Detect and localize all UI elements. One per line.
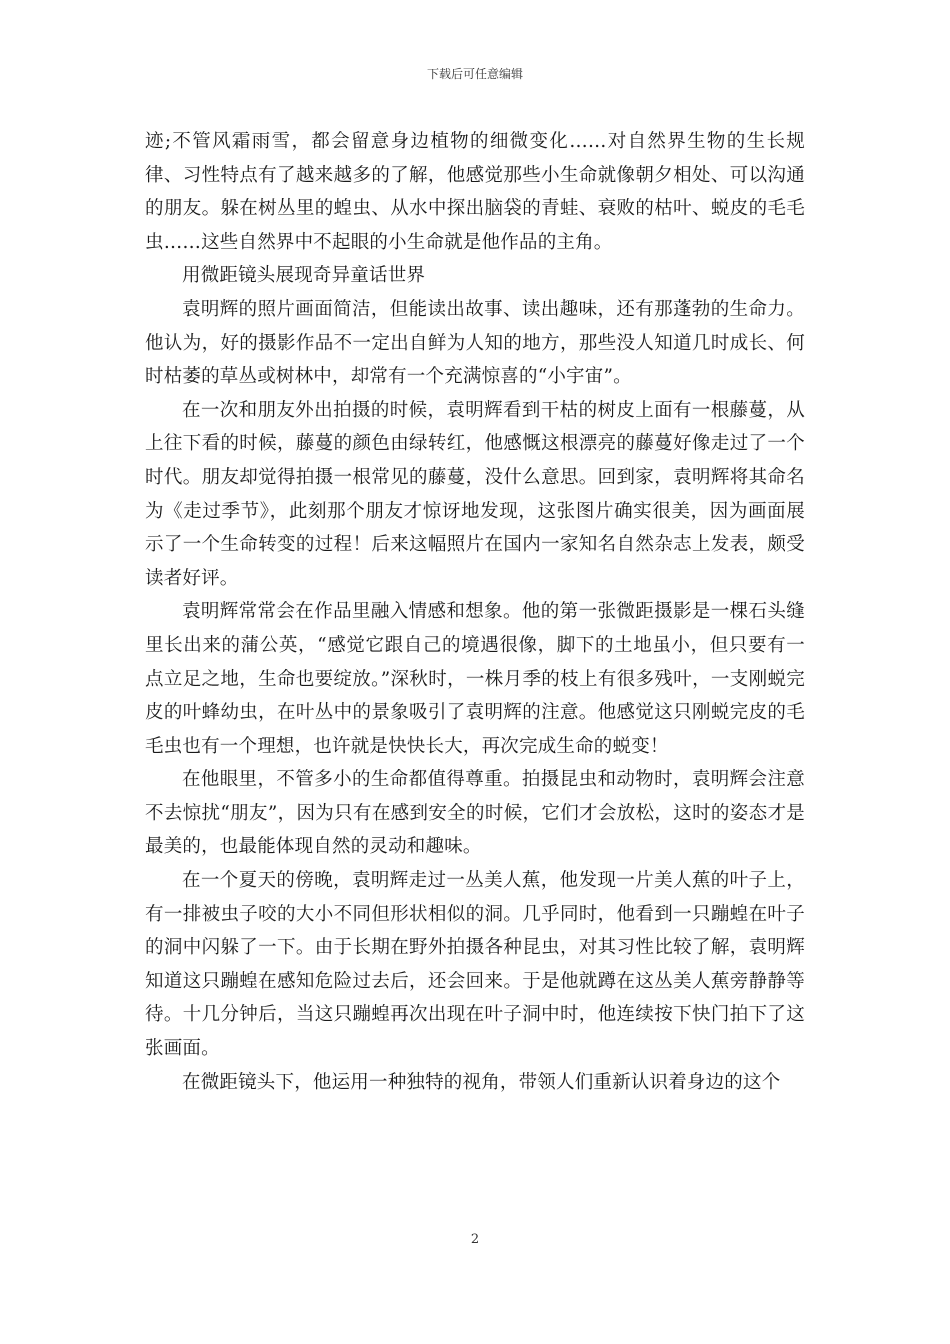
paragraph-continued: 迹;不管风霜雨雪，都会留意身边植物的细微变化……对自然界生物的生长规律、习性特点有了越来越多的了解，他感觉那些小生命就像朝夕相处、可以沟通的朋友。躲在树丛里的蝗虫、从水中探出脑袋的青蛙、衰败的枯叶、蜕皮的毛毛虫……这些自然界中不起眼的小生命就是他作品的主角。 — [145, 131, 805, 253]
paragraph: 在一次和朋友外出拍摄的时候，袁明辉看到干枯的树皮上面有一根藤蔓，从上往下看的时候，藤蔓的颜色由绿转红，他感慨这根漂亮的藤蔓好像走过了一个时代。朋友却觉得拍摄一根常见的藤蔓，没什么意思。回到家，袁明辉将其命名为《走过季节》，此刻那个朋友才惊讶地发现，这张图片确实很美，因为画面展示了一个生命转变的过程！后来这幅照片在国内一家知名自然杂志上发表，颇受读者好评。 — [145, 399, 805, 589]
document-body — [145, 125, 805, 1099]
section-heading: 用微距镜头展现奇异童话世界 — [182, 265, 426, 287]
paragraph-truncated: 在微距镜头下，他运用一种独特的视角，带领人们重新认识着身边的这个 — [182, 1071, 781, 1093]
paragraph: 在一个夏天的傍晚，袁明辉走过一丛美人蕉，他发现一片美人蕉的叶子上，有一排被虫子咬的大小不同但形状相似的洞。几乎同时，他看到一只蹦蝗在叶子的洞中闪躲了一下。由于长期在野外拍摄各种昆虫，对其习性比较了解，袁明辉知道这只蹦蝗在感知危险过去后，还会回来。于是他就蹲在这丛美人蕉旁静静等待。十几分钟后，当这只蹦蝗再次出现在叶子洞中时，他连续按下快门拍下了这张画面。 — [145, 870, 805, 1060]
paragraph: 在他眼里，不管多小的生命都值得尊重。拍摄昆虫和动物时，袁明辉会注意不去惊扰“朋友”，因为只有在感到安全的时候，它们才会放松，这时的姿态才是最美的，也最能体现自然的灵动和趣味。 — [145, 769, 805, 858]
paragraph: 袁明辉常常会在作品里融入情感和想象。他的第一张微距摄影是一棵石头缝里长出来的蒲公英，“感觉它跟自己的境遇很像，脚下的土地虽小，但只要有一点立足之地，生命也要绽放。”深秋时，一株月季的枝上有很多残叶，一支刚蜕完皮的叶蜂幼虫，在叶丛中的景象吸引了袁明辉的注意。他感觉这只刚蜕完皮的毛毛虫也有一个理想，也许就是快快长大，再次完成生命的蜕变！ — [145, 601, 805, 757]
page-number: 2 — [470, 1232, 480, 1247]
page-header: 下载后可任意编辑 — [426, 67, 523, 81]
paragraph: 袁明辉的照片画面简洁，但能读出故事、读出趣味，还有那蓬勃的生命力。他认为，好的摄影作品不一定出自鲜为人知的地方，那些没人知道几时成长、何时枯萎的草丛或树林中，却常有一个充满惊喜的“小宇宙”。 — [145, 298, 805, 388]
